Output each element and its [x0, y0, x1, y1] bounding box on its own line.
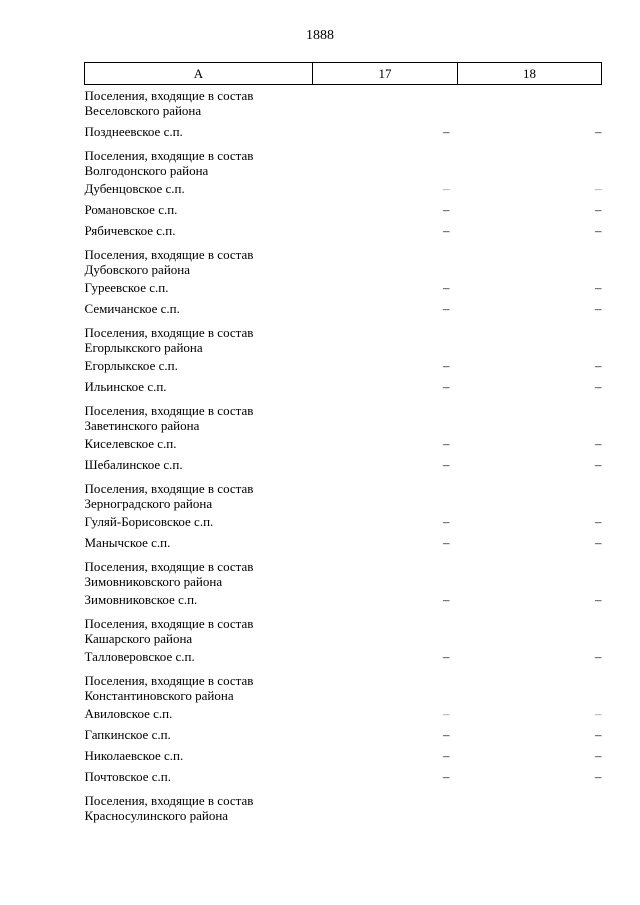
page-number: 1888: [306, 28, 334, 43]
settlement-row: [85, 358, 602, 379]
district-group-label: Поселения, входящие в состав Кашарского района: [84, 616, 254, 646]
settlement-name: Николаевское с.п.: [84, 748, 184, 763]
settlement-row: [85, 457, 602, 478]
district-group-row: [85, 244, 602, 280]
value-col-17: [313, 670, 458, 706]
value-col-18: –: [595, 124, 602, 139]
value-col-18: –: [595, 457, 602, 472]
value-col-17: –: [443, 301, 450, 316]
district-group-row: [85, 145, 602, 181]
settlement-row: [85, 649, 602, 670]
value-col-18: –: [595, 202, 602, 217]
value-col-18: –: [595, 592, 602, 607]
settlement-row: [85, 514, 602, 535]
settlement-name: Гуреевское с.п.: [84, 280, 169, 295]
value-col-18: –: [595, 748, 602, 763]
value-col-17: [313, 478, 458, 514]
value-col-17: –: [443, 436, 450, 451]
settlement-row: [85, 727, 602, 748]
value-col-18: [458, 322, 602, 358]
value-col-18: [458, 790, 602, 826]
value-col-17: –: [443, 592, 450, 607]
settlement-name: Киселевское с.п.: [84, 436, 177, 451]
value-col-18: –: [595, 436, 602, 451]
value-col-17: [313, 556, 458, 592]
district-group-row: [85, 556, 602, 592]
value-col-17: [313, 85, 458, 125]
value-col-17: –: [443, 181, 450, 196]
value-col-18: –: [595, 727, 602, 742]
settlement-row: [85, 769, 602, 790]
value-col-17: –: [443, 124, 450, 139]
value-col-18: –: [595, 535, 602, 550]
value-col-18: [458, 400, 602, 436]
table-header: [85, 63, 602, 85]
value-col-17: [313, 400, 458, 436]
settlement-row: [85, 436, 602, 457]
value-col-17: –: [443, 280, 450, 295]
value-col-17: [313, 145, 458, 181]
district-group-label: Поселения, входящие в состав Зерноградского района: [84, 481, 254, 511]
settlement-row: [85, 535, 602, 556]
value-col-18: –: [595, 280, 602, 295]
district-group-label: Поселения, входящие в состав Зимовниковского района: [84, 559, 254, 589]
value-col-17: –: [443, 535, 450, 550]
table-header-row: [85, 63, 602, 85]
settlement-name: Романовское с.п.: [84, 202, 178, 217]
settlement-name: Почтовское с.п.: [84, 769, 171, 784]
value-col-17: [313, 613, 458, 649]
value-col-17: [313, 244, 458, 280]
district-group-row: [85, 670, 602, 706]
value-col-17: –: [443, 649, 450, 664]
value-col-18: [458, 556, 602, 592]
value-col-18: [458, 613, 602, 649]
settlement-row: [85, 223, 602, 244]
value-col-17: –: [443, 202, 450, 217]
district-group-row: [85, 613, 602, 649]
value-col-18: [458, 244, 602, 280]
value-col-18: [458, 478, 602, 514]
settlement-name: Гапкинское с.п.: [84, 727, 171, 742]
settlement-name: Позднеевское с.п.: [84, 124, 183, 139]
settlement-name: Рябичевское с.п.: [84, 223, 176, 238]
settlements-table: [84, 62, 602, 826]
district-group-label: Поселения, входящие в состав Дубовского района: [84, 247, 254, 277]
value-col-18: [458, 670, 602, 706]
district-group-row: [85, 790, 602, 826]
value-col-18: [458, 85, 602, 125]
settlement-row: [85, 301, 602, 322]
settlement-row: [85, 379, 602, 400]
value-col-17: [313, 322, 458, 358]
settlement-row: [85, 181, 602, 202]
column-header-17: 17: [313, 63, 458, 85]
value-col-18: –: [595, 223, 602, 238]
value-col-18: –: [595, 358, 602, 373]
column-header-18: 18: [458, 63, 602, 85]
settlement-row: [85, 748, 602, 769]
settlement-row: [85, 706, 602, 727]
settlement-name: Шебалинское с.п.: [84, 457, 183, 472]
value-col-17: –: [443, 457, 450, 472]
settlement-row: [85, 124, 602, 145]
settlement-row: [85, 202, 602, 223]
district-group-label: Поселения, входящие в состав Егорлыкского района: [84, 325, 254, 355]
value-col-17: –: [443, 358, 450, 373]
value-col-17: –: [443, 748, 450, 763]
value-col-18: –: [595, 514, 602, 529]
settlement-name: Дубенцовское с.п.: [84, 181, 185, 196]
value-col-17: –: [443, 706, 450, 721]
settlement-row: [85, 280, 602, 301]
district-group-label: Поселения, входящие в состав Заветинского района: [84, 403, 254, 433]
settlement-name: Семичанское с.п.: [84, 301, 180, 316]
value-col-17: –: [443, 379, 450, 394]
value-col-18: –: [595, 649, 602, 664]
district-group-row: [85, 478, 602, 514]
district-group-row: [85, 322, 602, 358]
settlement-name: Авиловское с.п.: [84, 706, 173, 721]
value-col-17: –: [443, 514, 450, 529]
district-group-label: Поселения, входящие в состав Константиновского района: [84, 673, 254, 703]
district-group-label: Поселения, входящие в состав Волгодонского района: [84, 148, 254, 178]
district-group-label: Поселения, входящие в состав Веселовского района: [84, 88, 254, 118]
settlement-name: Манычское с.п.: [84, 535, 171, 550]
settlement-row: [85, 592, 602, 613]
district-group-label: Поселения, входящие в состав Красносулинского района: [84, 793, 254, 823]
value-col-17: [313, 790, 458, 826]
value-col-17: –: [443, 223, 450, 238]
settlement-name: Гуляй-Борисовское с.п.: [84, 514, 214, 529]
settlement-name: Зимовниковское с.п.: [84, 592, 198, 607]
value-col-17: –: [443, 727, 450, 742]
table-body: [85, 85, 602, 827]
district-group-row: [85, 400, 602, 436]
column-header-a: А: [85, 63, 313, 85]
value-col-18: –: [595, 706, 602, 721]
settlement-name: Талловеровское с.п.: [84, 649, 195, 664]
value-col-18: –: [595, 181, 602, 196]
settlement-name: Ильинское с.п.: [84, 379, 167, 394]
settlement-name: Егорлыкское с.п.: [84, 358, 178, 373]
value-col-18: –: [595, 379, 602, 394]
district-group-row: [85, 85, 602, 125]
value-col-17: –: [443, 769, 450, 784]
value-col-18: –: [595, 301, 602, 316]
value-col-18: –: [595, 769, 602, 784]
value-col-18: [458, 145, 602, 181]
